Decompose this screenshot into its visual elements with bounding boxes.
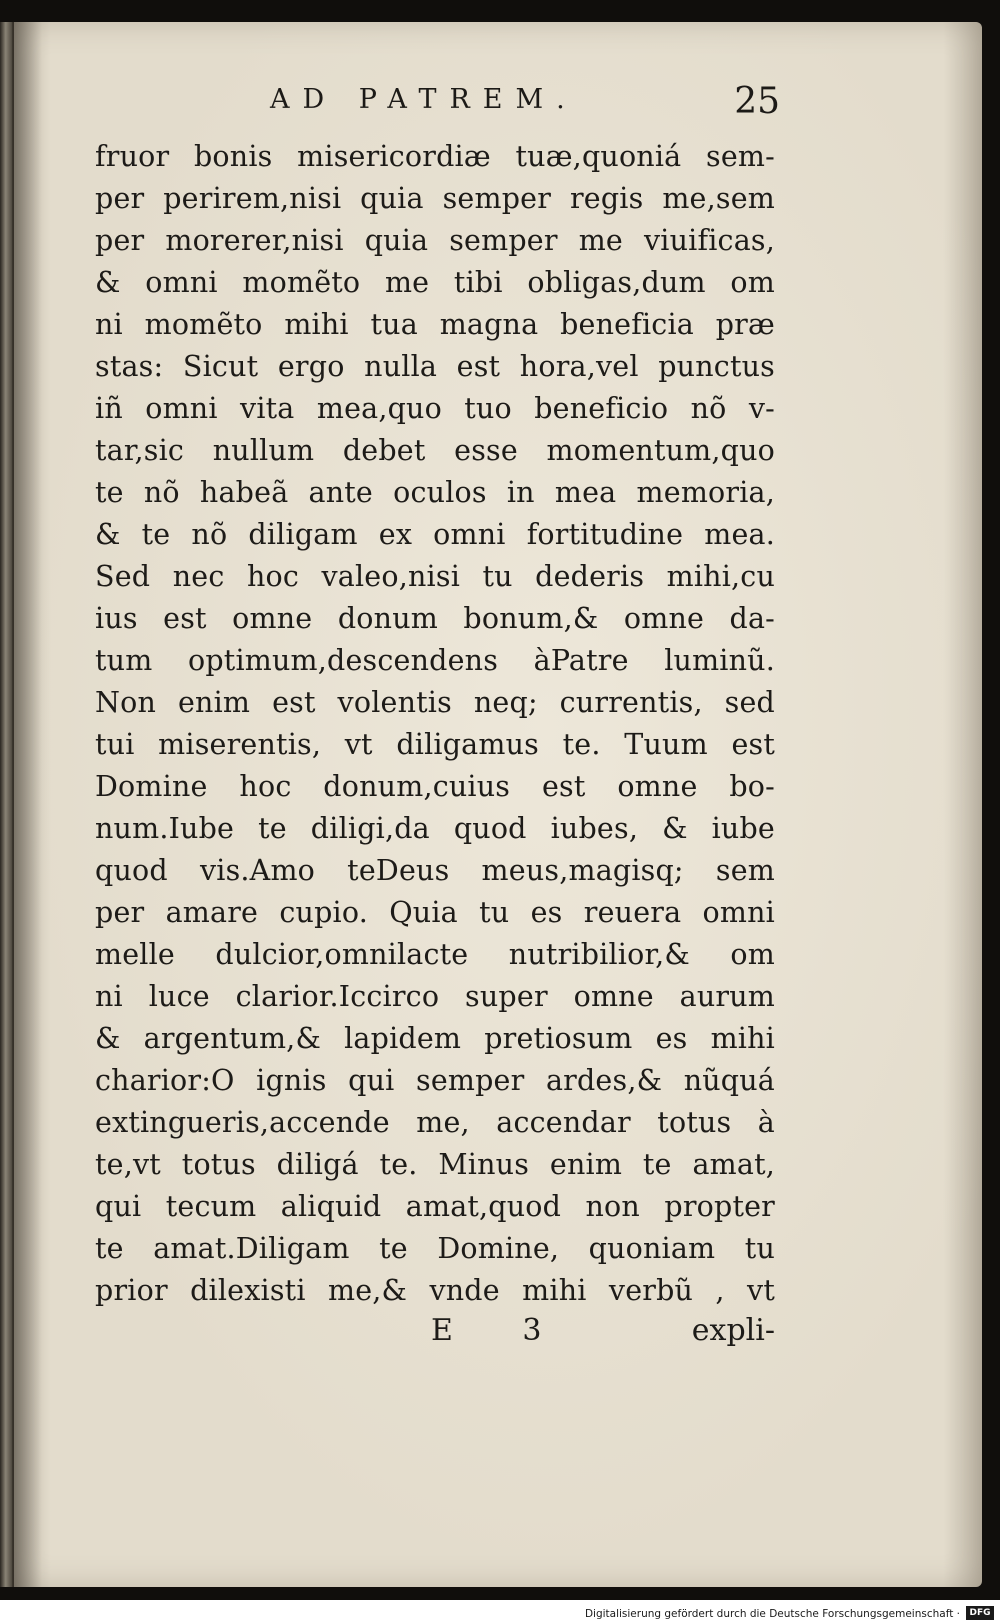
- page-number: 25: [734, 81, 780, 122]
- body-text: [95, 136, 775, 1312]
- text-line: ni momẽto mihi tua magna beneficia præ: [95, 308, 775, 341]
- text-line: prior dilexisti me,& vnde mihi verbũ , vt: [95, 1274, 775, 1307]
- text-line: qui tecum aliquid amat,quod non propter: [95, 1190, 775, 1223]
- text-line: charior:O ignis qui semper ardes,& nũquá: [95, 1064, 775, 1097]
- running-head: [100, 81, 780, 134]
- text-line: tui miserentis, vt diligamus te. Tuum est: [95, 728, 775, 761]
- digitization-footer: [0, 1600, 1000, 1624]
- text-line: tar,sic nullum debet esse momentum,quo: [95, 434, 775, 467]
- text-line: per morerer,nisi quia semper me viuificas,: [95, 224, 775, 257]
- signature-line: [95, 1313, 775, 1357]
- text-line: quod vis.Amo teDeus meus,magisq; sem: [95, 854, 775, 887]
- text-line: te,vt totus diligá te. Minus enim te amat,: [95, 1148, 775, 1181]
- text-line: & argentum,& lapidem pretiosum es mihi: [95, 1022, 775, 1055]
- text-line: Non enim est volentis neq; currentis, sed: [95, 686, 775, 719]
- text-line: te nõ habeã ante oculos in mea memoria,: [95, 476, 775, 509]
- text-line: ni luce clarior.Iccirco super omne aurum: [95, 980, 775, 1013]
- text-line: Domine hoc donum,cuius est omne bo-: [95, 770, 775, 803]
- dfg-logo-icon: DFG: [966, 1606, 994, 1620]
- text-line: iñ omni vita mea,quo tuo beneficio nõ v-: [95, 392, 775, 425]
- text-line: stas: Sicut ergo nulla est hora,vel punctus: [95, 350, 775, 383]
- text-line: per amare cupio. Quia tu es reuera omni: [95, 896, 775, 929]
- footer-credit: Digitalisierung gefördert durch die Deutsche Forschungsgemeinschaft ·: [584, 1608, 960, 1620]
- text-line: & te nõ diligam ex omni fortitudine mea.: [95, 518, 775, 551]
- catchword: expli-: [691, 1313, 775, 1348]
- text-line: per perirem,nisi quia semper regis me,sem: [95, 182, 775, 215]
- running-title: AD PATREM.: [270, 84, 578, 115]
- text-line: Sed nec hoc valeo,nisi tu dederis mihi,cu: [95, 560, 775, 593]
- signature-mark: E 3: [431, 1313, 572, 1348]
- text-line: te amat.Diligam te Domine, quoniam tu: [95, 1232, 775, 1265]
- text-line: tum optimum,descendens àPatre luminũ.: [95, 644, 775, 677]
- text-line: & omni momẽto me tibi obligas,dum om: [95, 266, 775, 299]
- text-line: ius est omne donum bonum,& omne da-: [95, 602, 775, 635]
- text-line: melle dulcior,omnilacte nutribilior,& om: [95, 938, 775, 971]
- gutter-shadow: [12, 22, 42, 1587]
- text-line: extingueris,accende me, accendar totus à: [95, 1106, 775, 1139]
- text-line: num.Iube te diligi,da quod iubes, & iube: [95, 812, 775, 845]
- text-line: fruor bonis misericordiæ tuæ,quoniá sem-: [95, 140, 775, 173]
